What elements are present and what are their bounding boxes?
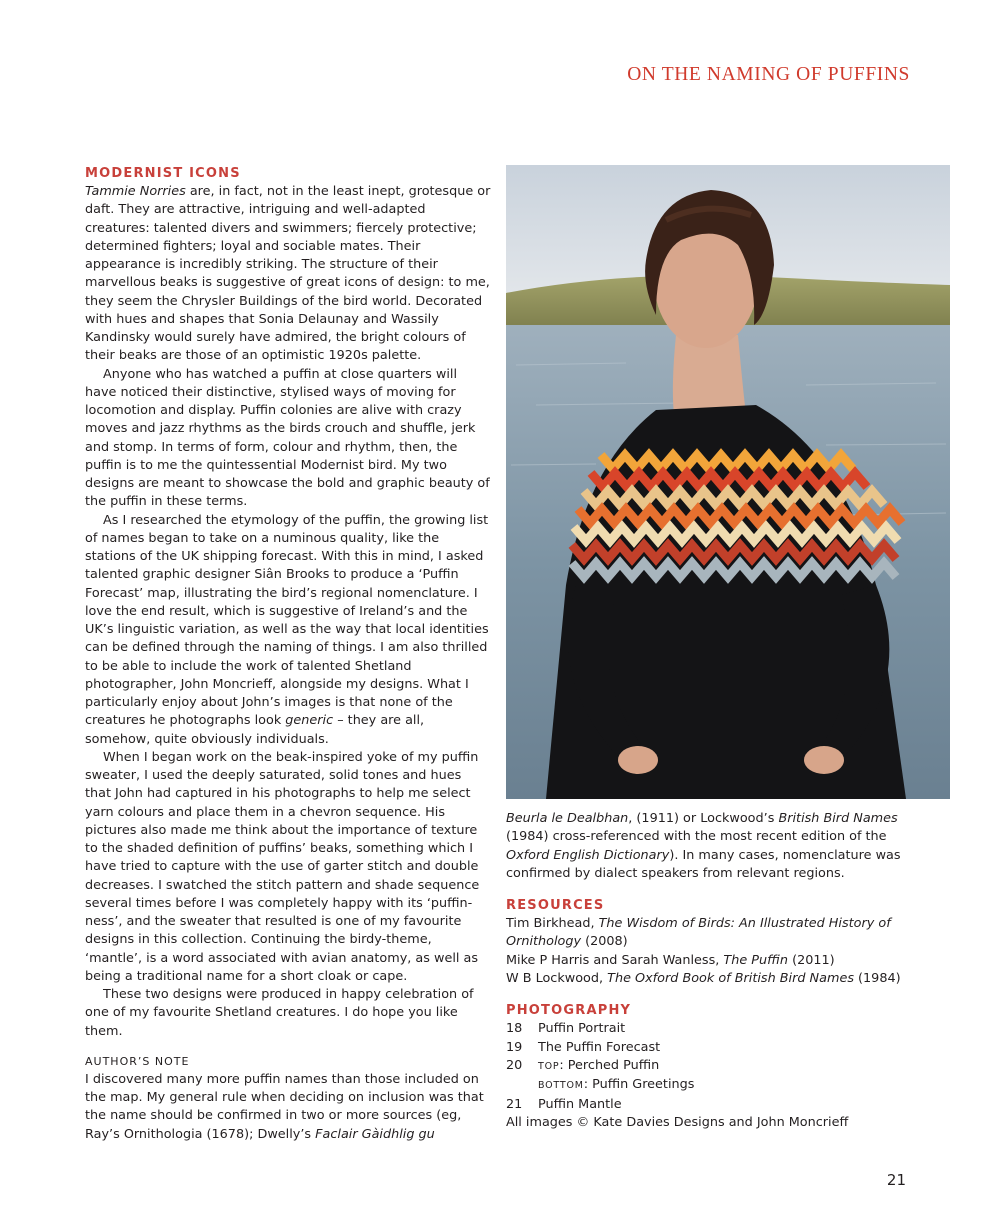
list-item: [506, 1076, 918, 1095]
paragraph-3-end: – they are all, somehow, quite obviously individuals.: [85, 713, 425, 747]
author-note-text: [85, 1071, 491, 1144]
resource-item: [506, 952, 918, 970]
paragraph-4: When I began work on the beak-inspired yoke of my puffin sweater, I used the deeply saturated, solid tones and hues that John had captured in his photographs to help me select yarn colours and place them in a chevron sequence. His pictures also made me think about the importance of texture to the shaded definition of puffins’ beaks, something which I have tried to capture with the use of garter stitch and double decreases. I swatched the stitch pattern and shade sequence several times before I was completely happy with its ‘puffin-ness’, and the sweater that resulted is one of my favourite designs in this collection. Continuing the birdy-theme, ‘mantle’, is a word associated with avian anatomy, as well as being a traditional name for a short cloak or cape.: [85, 749, 480, 984]
position-prefix: TOP: [538, 1060, 560, 1072]
position-prefix: BOTTOM: [538, 1080, 584, 1092]
page-ref: 20: [506, 1057, 523, 1073]
resource-title: The Puffin: [723, 952, 789, 968]
generic-italic: generic: [285, 713, 334, 729]
page-number: 21: [886, 1171, 906, 1189]
photo-label: The Puffin Forecast: [538, 1039, 661, 1055]
page-ref: [506, 1076, 538, 1095]
list-item: [506, 1020, 918, 1038]
photography-list: [506, 1020, 918, 1113]
author-note-heading: AUTHOR’S NOTE: [85, 1054, 190, 1068]
photo-credit: All images © Kate Davies Designs and John Moncrieff: [506, 1114, 849, 1130]
resource-author: Mike P Harris and Sarah Wanless,: [506, 952, 724, 968]
oed-italic: Oxford English Dictionary: [506, 847, 670, 863]
paragraph-1: [85, 183, 491, 366]
running-title: ON THE NAMING OF PUFFINS: [627, 64, 910, 85]
section-heading-photography: PHOTOGRAPHY: [506, 1003, 632, 1019]
resource-item: [506, 970, 918, 988]
resource-title: The Oxford Book of British Bird Names: [607, 971, 854, 987]
page-ref: 21: [506, 1096, 523, 1112]
paragraph-5: These two designs were produced in happy celebration of one of my favourite Shetland creatures. I do hope you like them.: [85, 987, 474, 1039]
resource-year: (1984): [853, 971, 901, 987]
photo-woman-in-puffin-yoke-sweater: [506, 165, 950, 799]
resource-title: The Wisdom of Birds: An Illustrated History of Ornithology: [506, 916, 891, 950]
photo-label: Puffin Portrait: [538, 1021, 626, 1037]
list-item: [506, 1096, 918, 1114]
resource-author: W B Lockwood,: [506, 971, 608, 987]
page-ref: 19: [506, 1039, 523, 1055]
faclair-italic: Faclair Gàidhlig gu: [315, 1126, 435, 1142]
resource-author: Tim Birkhead,: [506, 916, 599, 932]
author-note-cont-1: , (1911) or Lockwood’s: [628, 811, 779, 826]
paragraph-2: Anyone who has watched a puffin at close quarters will have noticed their distinctive, stylised ways of moving for locomotion and display. Puffin colonies are alive with crazy moves and jazz rhythms as the birds crouch and shuffle, jerk and stomp. In terms of form, colour and rhythm, then, the puffin is to me the quintessential Modernist bird. My two designs are meant to showcase the bold and graphic beauty of the puffin in these terms.: [85, 366, 490, 510]
paragraph-3: [85, 512, 491, 749]
author-note-text-main: I discovered many more puffin names than those included on the map. My general rule when deciding on inclusion was that the name should be confirmed in two or more sources (eg, Ray’s Ornithologia (1678); Dwelly’s: [85, 1071, 484, 1142]
page-ref: 18: [506, 1021, 523, 1037]
photo-label: : Perched Puffin: [559, 1057, 660, 1073]
beurla-italic: Beurla le Dealbhan: [506, 811, 629, 826]
photo-illustration: [506, 165, 950, 799]
right-column: [506, 810, 918, 1132]
resource-year: (2008): [581, 934, 628, 950]
photo-label: Puffin Mantle: [538, 1096, 622, 1112]
paragraph-1-text: are, in fact, not in the least inept, grotesque or daft. They are attractive, intriguing and well-adapted creatures: talented divers and swimmers; fiercely protective; determined fighters; loyal and sociable mates. Their appearance is incredibly striking. The structure of their marvellous beaks is suggestive of great icons of design: to me, they seem the Chrysler Buildings of the bird world. Decorated with hues and shapes that Sonia Delaunay and Wassily Kandinsky would surely have admired, the bright colours of their beaks are those of an optimistic 1920s palette.: [85, 184, 491, 364]
left-column: [85, 165, 491, 1144]
resource-item: [506, 915, 918, 952]
list-item: [506, 1057, 918, 1076]
section-heading-resources: RESOURCES: [506, 898, 605, 914]
paragraph-3-text: As I researched the etymology of the puffin, the growing list of names began to take on a numinous quality, like the stations of the UK shipping forecast. With this in mind, I asked talented graphic designer Siân Brooks to produce a ‘Puffin Forecast’ map, illustrating the bird’s regional nomenclature. I love the end result, which is suggestive of Ireland’s and the UK’s linguistic variation, as well as the way that local identities can be defined through the naming of things. I am also thrilled to be able to include the work of talented Shetland photographer, John Moncrieff, alongside my designs. What I particularly enjoy about John’s images is that none of the creatures he photographs look: [85, 512, 489, 729]
tammie-norries-italic: Tammie Norries: [85, 184, 186, 199]
author-note-cont-3: ). In many cases, nomenclature was confirmed by dialect speakers from relevant regions.: [506, 847, 901, 881]
list-item: [506, 1039, 918, 1057]
resource-year: (2011): [788, 952, 835, 968]
photo-label: : Puffin Greetings: [583, 1077, 695, 1093]
british-bird-names-italic: British Bird Names: [778, 811, 898, 826]
author-note-continued: [506, 810, 918, 883]
author-note-cont-2: (1984) cross-referenced with the most recent edition of the: [506, 829, 887, 845]
section-heading-modernist: MODERNIST ICONS: [85, 166, 241, 181]
